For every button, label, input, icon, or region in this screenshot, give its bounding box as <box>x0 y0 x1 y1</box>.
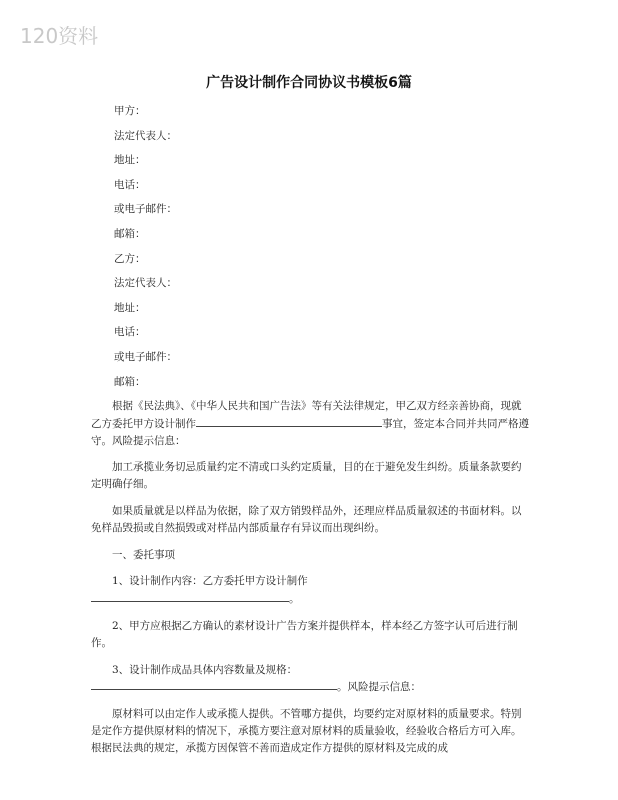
item-1-end: 。 <box>289 593 300 606</box>
party-b-address: 地址： <box>114 301 146 314</box>
legal-basis-text-b: 事宜，签定本合同并共同严格遵守。风险提示信息： <box>91 417 529 447</box>
paragraph-legal-basis <box>91 398 531 449</box>
item-1-blank-line <box>91 590 531 608</box>
party-b-phone: 电话： <box>114 326 146 339</box>
paragraph-quality-warning: 加工承揽业务切忌质量约定不清或口头约定质量，目的在于避免发生纠纷。质量条款要约定明确仔细。 <box>91 461 522 491</box>
document-title: 广告设计制作合同协议书模板6篇 <box>206 75 412 91</box>
paragraph-sample-quality: 如果质量就是以样品为依据，除了双方销毁样品外，还理应样品质量叙述的书面材料。以免样品毁损或自然损毁或对样品内部质量存有异议而出现纠纷。 <box>91 504 522 534</box>
item-3-blank-line <box>91 678 531 696</box>
item-3-spec: 3、设计制作成品具体内容数量及规格： <box>112 663 298 676</box>
party-a-phone: 电话： <box>114 178 146 191</box>
party-b-email: 或电子邮件： <box>114 350 177 363</box>
blank-line <box>196 415 382 427</box>
blank-line <box>91 590 289 602</box>
contract-body <box>91 398 531 757</box>
party-fields <box>114 104 177 399</box>
paragraph-raw-materials: 原材料可以由定作人或承揽人提供。不管哪方提供，均要约定对原材料的质量要求。特别是定作方提供原材料的情况下，承揽方要注意对原材料的质量验收，经验收合格后方可入库。根据民法典的规定，承揽方因保管不善而造成定作方提供的原材料及完成的成 <box>91 708 522 754</box>
party-b-label: 乙方： <box>114 252 146 265</box>
legal-basis-text-a: 根据《民法典》、《中华人民共和国广告法》等有关法律规定，甲乙双方经亲善协商，现就乙方委托甲方设计制作 <box>91 400 522 430</box>
party-a-mailbox: 邮箱： <box>114 227 146 240</box>
party-a-email: 或电子邮件： <box>114 203 177 216</box>
item-1-content: 1、设计制作内容：乙方委托甲方设计制作 <box>112 575 308 588</box>
item-2-sample: 2、甲方应根据乙方确认的素材设计广告方案并提供样本，样本经乙方签字认可后进行制作。 <box>91 619 518 649</box>
blank-line <box>91 678 337 690</box>
item-3-end: 。风险提示信息： <box>337 681 421 694</box>
watermark-logo: 120资料 <box>20 24 99 48</box>
party-a-address: 地址： <box>114 154 146 167</box>
party-a-legal-rep: 法定代表人： <box>114 129 177 142</box>
party-b-mailbox: 邮箱： <box>114 375 146 388</box>
party-a-label: 甲方： <box>114 105 146 117</box>
party-b-legal-rep: 法定代表人： <box>114 277 177 290</box>
section-heading-entrusted-matters: 一、委托事项 <box>112 548 175 561</box>
